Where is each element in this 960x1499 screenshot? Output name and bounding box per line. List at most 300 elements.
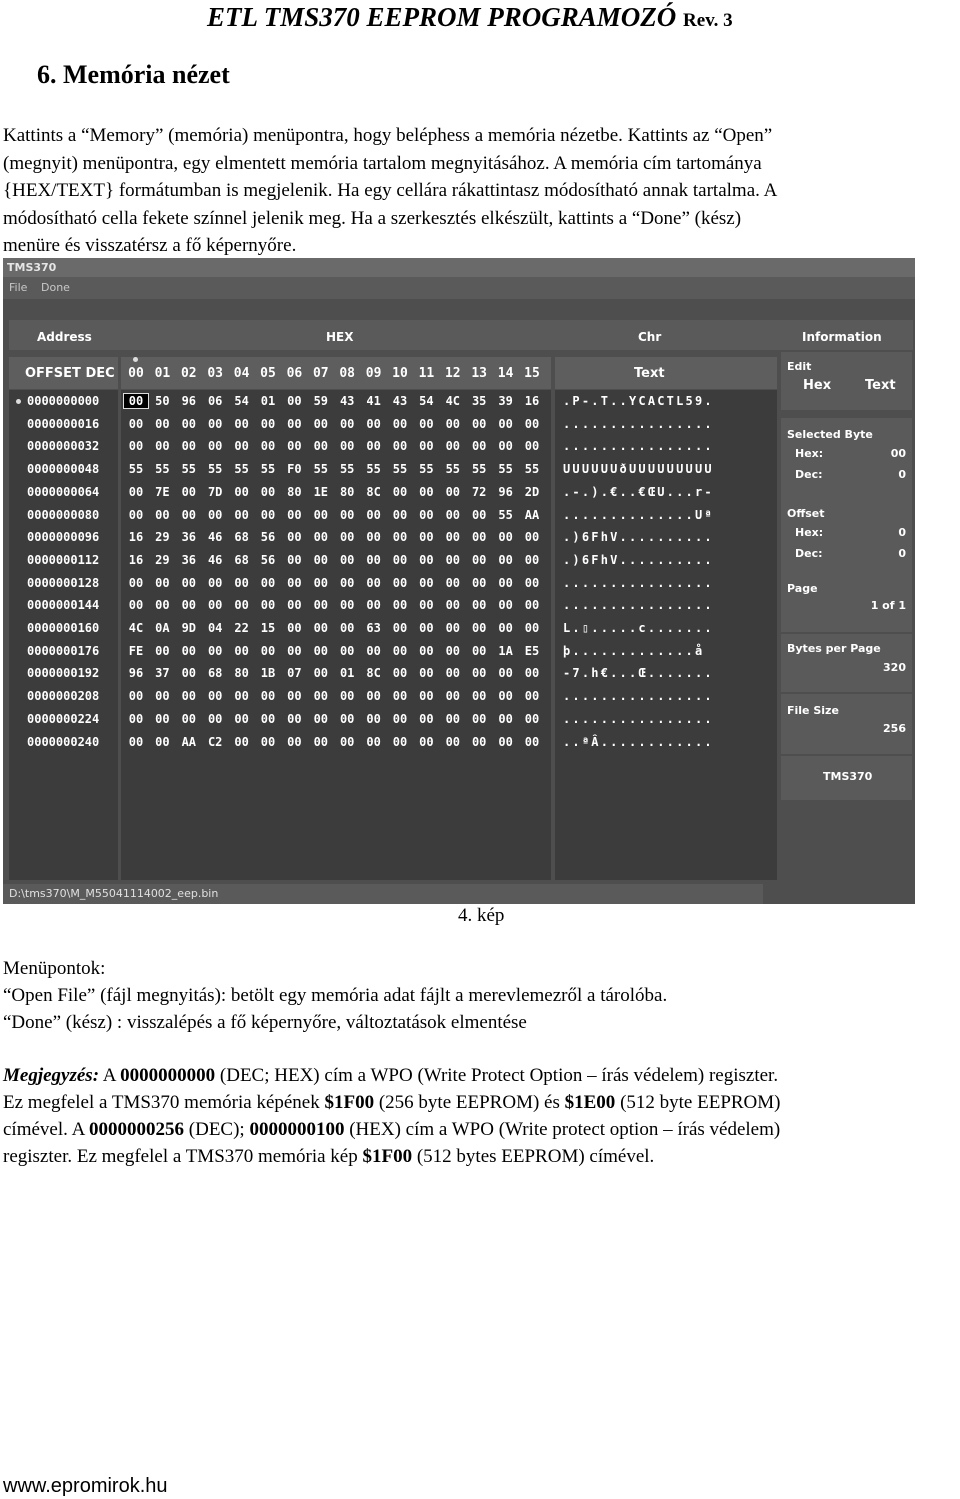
hex-cell[interactable]: 59	[313, 394, 329, 408]
hex-cell[interactable]: 55	[498, 507, 513, 522]
hex-cell[interactable]: 00	[234, 689, 249, 704]
hex-cell[interactable]: 00	[445, 575, 461, 590]
address-cell[interactable]: 0000000000	[27, 394, 100, 408]
hex-cell[interactable]: 2D	[524, 484, 540, 499]
hex-cell[interactable]: 00	[392, 530, 408, 545]
hex-cell[interactable]: 00	[419, 621, 434, 635]
hex-cell[interactable]: 00	[313, 621, 329, 635]
hex-cell[interactable]: 00	[207, 689, 223, 704]
hex-cell[interactable]: 00	[313, 416, 329, 431]
hex-cell[interactable]: 00	[207, 416, 223, 431]
hex-cell[interactable]: 55	[471, 462, 487, 477]
hex-cell[interactable]: 55	[155, 462, 170, 477]
hex-cell[interactable]: FE	[128, 643, 144, 658]
address-cell[interactable]: 0000000032	[27, 439, 100, 454]
hex-cell[interactable]: 1B	[260, 666, 276, 681]
hex-cell[interactable]: 00	[339, 711, 355, 726]
hex-column-index: 01	[154, 366, 171, 381]
hex-cell[interactable]: 56	[260, 552, 276, 567]
hex-cell[interactable]: 00	[445, 666, 461, 681]
hex-cell[interactable]: 00	[207, 711, 223, 726]
hex-cell[interactable]: 68	[207, 666, 223, 681]
hex-cell[interactable]: 35	[471, 394, 487, 408]
hex-cell[interactable]: 00	[366, 416, 381, 431]
hex-cell[interactable]: 68	[234, 530, 249, 545]
hex-cell[interactable]: 00	[339, 689, 355, 704]
hex-cell[interactable]: 96	[181, 394, 197, 408]
hex-cell[interactable]: 00	[392, 643, 408, 658]
hex-cell[interactable]: 00	[287, 689, 302, 704]
hex-cell[interactable]: 00	[524, 416, 540, 431]
hex-cell[interactable]: 00	[313, 552, 329, 567]
text-cell[interactable]: -7.h€...Œ.......	[563, 666, 714, 681]
hex-cell[interactable]: 00	[313, 711, 329, 726]
hex-cell[interactable]: 00	[471, 666, 487, 681]
hex-cell[interactable]: 00	[366, 689, 381, 704]
hex-cell[interactable]: 00	[498, 598, 513, 613]
hex-cell[interactable]: 00	[260, 507, 276, 522]
hex-cell[interactable]: 00	[155, 711, 170, 726]
hex-cell[interactable]: 46	[207, 552, 223, 567]
hex-cell[interactable]: 00	[260, 643, 276, 658]
hex-cell[interactable]: 00	[287, 552, 302, 567]
hex-cell[interactable]: 00	[366, 711, 381, 726]
hex-cell[interactable]: 00	[445, 598, 461, 613]
hex-column-index: 14	[497, 366, 514, 381]
hex-cell[interactable]: 00	[128, 484, 144, 499]
hex-cell[interactable]: 55	[207, 462, 223, 477]
address-cell[interactable]: 0000000048	[27, 462, 100, 477]
hex-cell[interactable]: 00	[339, 575, 355, 590]
hex-cell[interactable]: 96	[498, 484, 513, 499]
hex-cell[interactable]: 00	[181, 598, 197, 613]
hex-cell[interactable]: 00	[366, 507, 381, 522]
hex-cell[interactable]: 00	[287, 530, 302, 545]
hex-cell[interactable]: 00	[471, 598, 487, 613]
hex-cell[interactable]: 55	[366, 462, 381, 477]
address-cell[interactable]: 0000000128	[27, 575, 100, 590]
hex-cell[interactable]: F0	[287, 462, 302, 477]
hex-cell[interactable]: 00	[524, 439, 540, 454]
hex-cell[interactable]: 00	[260, 439, 276, 454]
hex-cell[interactable]: 00	[471, 734, 487, 749]
hex-cell[interactable]: 00	[339, 598, 355, 613]
hex-cell[interactable]: 00	[128, 689, 144, 704]
hex-cell[interactable]: 55	[234, 462, 249, 477]
hex-cell[interactable]: 00	[339, 643, 355, 658]
hex-cell[interactable]: 15	[260, 621, 276, 635]
hex-cell[interactable]: 00	[234, 484, 249, 499]
menu-item-open-file: “Open File” (fájl megnyitás): betölt egy memória adat fájlt a merevlemezről a tárolóba.	[3, 985, 668, 1006]
hex-cell[interactable]: 00	[287, 621, 302, 635]
text-header-bg	[555, 357, 777, 389]
hex-cell[interactable]: 68	[234, 552, 249, 567]
hex-cell[interactable]: 00	[392, 734, 408, 749]
hex-cell[interactable]: 00	[287, 734, 302, 749]
hex-cell[interactable]: 00	[234, 643, 249, 658]
hex-cell[interactable]: 00	[124, 394, 148, 408]
hex-cell[interactable]: 00	[181, 643, 197, 658]
hex-cell[interactable]: 00	[339, 439, 355, 454]
hex-cell[interactable]: 00	[313, 689, 329, 704]
edit-text-option[interactable]: Text	[865, 378, 896, 393]
hex-cell[interactable]: 00	[498, 666, 513, 681]
hex-cell[interactable]: 00	[234, 575, 249, 590]
hex-cell[interactable]: 00	[419, 552, 434, 567]
hex-cell[interactable]: 00	[155, 416, 170, 431]
text-cell[interactable]: ................	[563, 598, 714, 613]
hex-cell[interactable]: 00	[471, 621, 487, 635]
text-cell[interactable]: ................	[563, 711, 714, 726]
hex-cell[interactable]: 00	[207, 598, 223, 613]
address-cell[interactable]: 0000000112	[27, 552, 100, 567]
hex-cell[interactable]: 00	[498, 734, 513, 749]
hex-cell[interactable]: 00	[392, 552, 408, 567]
hex-cell[interactable]: 55	[524, 462, 540, 477]
selected-byte-panel	[781, 418, 912, 503]
hex-cell[interactable]: 00	[155, 734, 170, 749]
hex-cell[interactable]: 00	[260, 484, 276, 499]
text-cell[interactable]: þ.............å	[563, 643, 705, 658]
hex-cell[interactable]: 00	[419, 530, 434, 545]
hex-cell[interactable]: 00	[366, 530, 381, 545]
hex-cell[interactable]: 00	[498, 621, 513, 635]
hex-cell[interactable]: 00	[260, 416, 276, 431]
hex-cell[interactable]: 7E	[155, 484, 170, 499]
hex-cell[interactable]: 29	[155, 552, 170, 567]
hex-cell[interactable]: 8C	[366, 666, 381, 681]
hex-cell[interactable]: 00	[524, 734, 540, 749]
hex-cell[interactable]: 00	[445, 552, 461, 567]
hex-cell[interactable]: 00	[419, 643, 434, 658]
hex-cell[interactable]: 00	[471, 507, 487, 522]
hex-cell[interactable]: 50	[155, 394, 170, 408]
hex-cell[interactable]: 00	[524, 575, 540, 590]
hex-cell[interactable]: 39	[498, 394, 513, 408]
hex-cell[interactable]: 00	[445, 439, 461, 454]
hex-cell[interactable]: 00	[445, 689, 461, 704]
hex-cell[interactable]: 00	[128, 734, 144, 749]
hex-cell[interactable]: 00	[498, 689, 513, 704]
hex-cell[interactable]: 00	[392, 689, 408, 704]
hex-cell[interactable]: 00	[128, 439, 144, 454]
text-cell[interactable]: ..ªÂ............	[563, 734, 714, 749]
hex-cell[interactable]: 00	[181, 484, 197, 499]
menu-file[interactable]: File	[9, 281, 28, 294]
address-cell[interactable]: 0000000160	[27, 621, 100, 635]
hex-cell[interactable]: 00	[524, 552, 540, 567]
hex-cell[interactable]: AA	[181, 734, 197, 749]
column-indicator-icon	[133, 357, 138, 362]
text-cell[interactable]: .)6FhV..........	[563, 552, 714, 567]
hex-cell[interactable]: 00	[445, 416, 461, 431]
hex-cell[interactable]: 00	[234, 598, 249, 613]
hex-cell[interactable]: 55	[445, 462, 461, 477]
hex-cell[interactable]: 55	[339, 462, 355, 477]
hex-cell[interactable]: 00	[155, 598, 170, 613]
hex-cell[interactable]: 00	[339, 416, 355, 431]
address-cell[interactable]: 0000000064	[27, 484, 100, 499]
hex-cell[interactable]: 00	[445, 643, 461, 658]
hex-column-index: 03	[207, 366, 224, 381]
hex-cell[interactable]: 72	[471, 484, 487, 499]
hex-cell[interactable]: 00	[445, 711, 461, 726]
address-cell[interactable]: 0000000176	[27, 643, 100, 658]
hex-cell[interactable]: 43	[339, 394, 355, 408]
hex-cell[interactable]: 54	[234, 394, 249, 408]
hex-cell[interactable]: 00	[128, 598, 144, 613]
hex-cell[interactable]: 63	[366, 621, 381, 635]
hex-cell[interactable]: 00	[445, 530, 461, 545]
hex-cell[interactable]: 00	[339, 507, 355, 522]
hex-cell[interactable]: 00	[181, 689, 197, 704]
hex-cell[interactable]: 00	[313, 575, 329, 590]
hex-cell[interactable]: 55	[181, 462, 197, 477]
hex-cell[interactable]: 80	[339, 484, 355, 499]
hex-cell[interactable]: 00	[392, 484, 408, 499]
hex-cell[interactable]: 00	[287, 598, 302, 613]
hex-cell[interactable]: 00	[445, 621, 461, 635]
hex-cell[interactable]: 00	[207, 439, 223, 454]
hex-cell[interactable]: 36	[181, 530, 197, 545]
hex-cell[interactable]: 00	[339, 621, 355, 635]
hex-cell[interactable]: 00	[234, 711, 249, 726]
hex-cell[interactable]: 16	[524, 394, 540, 408]
hex-cell[interactable]: 00	[419, 734, 434, 749]
hex-cell[interactable]: 00	[524, 621, 540, 635]
hex-cell[interactable]: 00	[207, 575, 223, 590]
hex-cell[interactable]: 00	[419, 484, 434, 499]
hex-cell[interactable]: 00	[234, 439, 249, 454]
hex-cell[interactable]: 00	[392, 507, 408, 522]
hex-cell[interactable]: 00	[524, 598, 540, 613]
hex-cell[interactable]: 80	[234, 666, 249, 681]
hex-cell[interactable]: 00	[498, 530, 513, 545]
hex-cell[interactable]: 00	[471, 575, 487, 590]
hex-cell[interactable]: 00	[392, 711, 408, 726]
hex-cell[interactable]: 07	[287, 666, 302, 681]
text-cell[interactable]: L.▯.....c.......	[563, 621, 714, 635]
hex-cell[interactable]: 00	[207, 643, 223, 658]
hex-cell[interactable]: 00	[339, 552, 355, 567]
hex-cell[interactable]: 00	[524, 666, 540, 681]
hex-cell[interactable]: 06	[207, 394, 223, 408]
hex-cell[interactable]: 00	[471, 689, 487, 704]
hex-cell[interactable]: 00	[260, 575, 276, 590]
hex-cell[interactable]: 55	[313, 462, 329, 477]
hex-cell[interactable]: 29	[155, 530, 170, 545]
hex-cell[interactable]: 00	[128, 711, 144, 726]
address-cell[interactable]: 0000000224	[27, 711, 100, 726]
hex-cell[interactable]: 9D	[181, 621, 197, 635]
hex-cell[interactable]: 00	[445, 507, 461, 522]
address-cell[interactable]: 0000000096	[27, 530, 100, 545]
text-cell[interactable]: ................	[563, 416, 714, 431]
hex-cell[interactable]: 7D	[207, 484, 223, 499]
hex-cell[interactable]: 00	[339, 530, 355, 545]
address-cell[interactable]: 0000000192	[27, 666, 100, 681]
hex-cell[interactable]: 00	[287, 507, 302, 522]
hex-cell[interactable]: 00	[419, 439, 434, 454]
hex-cell[interactable]: 55	[260, 462, 276, 477]
hex-cell[interactable]: 55	[128, 462, 144, 477]
hex-cell[interactable]: 00	[366, 598, 381, 613]
hex-cell[interactable]: 55	[392, 462, 408, 477]
hex-cell[interactable]: 00	[366, 643, 381, 658]
hex-cell[interactable]: 00	[155, 643, 170, 658]
hex-cell[interactable]: 00	[419, 575, 434, 590]
hex-cell[interactable]: 4C	[445, 394, 461, 408]
hex-cell[interactable]: 55	[498, 462, 513, 477]
hex-cell[interactable]: 96	[128, 666, 144, 681]
hex-cell[interactable]: 00	[445, 734, 461, 749]
hex-cell[interactable]: 41	[366, 394, 381, 408]
hex-cell[interactable]: 00	[155, 507, 170, 522]
hex-cell[interactable]: 00	[287, 416, 302, 431]
address-cell[interactable]: 0000000016	[27, 416, 100, 431]
hex-cell[interactable]: 00	[313, 666, 329, 681]
hex-cell[interactable]: 4C	[128, 621, 144, 635]
hex-cell[interactable]: 00	[287, 643, 302, 658]
text-cell[interactable]: ................	[563, 689, 714, 704]
hex-cell[interactable]: 01	[260, 394, 276, 408]
hex-cell[interactable]: 37	[155, 666, 170, 681]
hex-cell[interactable]: 00	[128, 416, 144, 431]
hex-cell[interactable]: 00	[234, 734, 249, 749]
hex-cell[interactable]: 46	[207, 530, 223, 545]
hex-cell[interactable]: 00	[392, 666, 408, 681]
text-cell[interactable]: .)6FhV..........	[563, 530, 714, 545]
hex-cell[interactable]: 00	[392, 439, 408, 454]
hex-cell[interactable]: 00	[498, 575, 513, 590]
hex-cell[interactable]: 00	[419, 416, 434, 431]
hex-cell[interactable]: 00	[155, 689, 170, 704]
hex-cell[interactable]: 01	[339, 666, 355, 681]
hex-cell[interactable]: 00	[260, 689, 276, 704]
hex-cell[interactable]: 00	[155, 439, 170, 454]
hex-cell[interactable]: 00	[181, 575, 197, 590]
hex-cell[interactable]: 0A	[155, 621, 170, 635]
hex-cell[interactable]: 00	[313, 530, 329, 545]
hex-cell[interactable]: 00	[498, 439, 513, 454]
hex-cell[interactable]: 1E	[313, 484, 329, 499]
hex-cell[interactable]: 00	[498, 416, 513, 431]
hex-cell[interactable]: 00	[287, 711, 302, 726]
hex-cell[interactable]: 00	[287, 575, 302, 590]
address-cell[interactable]: 0000000144	[27, 598, 100, 613]
hex-cell[interactable]: 00	[471, 439, 487, 454]
hex-cell[interactable]: C2	[207, 734, 223, 749]
hex-cell[interactable]: 00	[498, 711, 513, 726]
hex-cell[interactable]: 1A	[498, 643, 513, 658]
hex-cell[interactable]: 00	[524, 530, 540, 545]
hex-cell[interactable]: AA	[524, 507, 540, 522]
hex-cell[interactable]: 00	[366, 552, 381, 567]
hex-cell[interactable]: 00	[260, 734, 276, 749]
hex-cell[interactable]: 00	[366, 734, 381, 749]
hex-cell[interactable]: 00	[181, 507, 197, 522]
hex-cell[interactable]: 54	[419, 394, 434, 408]
hex-cell[interactable]: 00	[392, 621, 408, 635]
hex-cell[interactable]: 04	[207, 621, 223, 635]
address-cell[interactable]: 0000000240	[27, 734, 100, 749]
hex-cell[interactable]: 00	[260, 711, 276, 726]
hex-cell[interactable]: 56	[260, 530, 276, 545]
hex-cell[interactable]: 00	[471, 530, 487, 545]
text-cell[interactable]: .-.).€..€ŒU...r-	[563, 484, 714, 499]
hex-cell[interactable]: 00	[524, 711, 540, 726]
hex-cell[interactable]: 00	[181, 416, 197, 431]
address-cell[interactable]: 0000000208	[27, 689, 100, 704]
text-cell[interactable]: UUUUUUðUUUUUUUUU	[563, 462, 714, 477]
hex-cell[interactable]: 00	[445, 484, 461, 499]
hex-cell[interactable]: 00	[366, 575, 381, 590]
hex-cell[interactable]: 00	[155, 575, 170, 590]
hex-cell[interactable]: 00	[419, 666, 434, 681]
text-cell[interactable]: .P-.T..YCACTL59.	[563, 394, 714, 408]
hex-cell[interactable]: 80	[287, 484, 302, 499]
hex-cell[interactable]: 00	[419, 507, 434, 522]
hex-cell[interactable]: E5	[524, 643, 540, 658]
edit-hex-option[interactable]: Hex	[803, 378, 832, 393]
hex-cell[interactable]: 00	[471, 711, 487, 726]
hex-cell[interactable]: 00	[234, 507, 249, 522]
hex-cell[interactable]: 8C	[366, 484, 381, 499]
hex-cell[interactable]: 55	[419, 462, 434, 477]
hex-cell[interactable]: 00	[260, 598, 276, 613]
address-cell[interactable]: 0000000080	[27, 507, 100, 522]
menu-done[interactable]: Done	[41, 281, 70, 294]
hex-cell[interactable]: 00	[471, 643, 487, 658]
hex-cell[interactable]: 00	[207, 507, 223, 522]
hex-cell[interactable]: 00	[128, 575, 144, 590]
footer-url[interactable]: www.epromirok.hu	[3, 1475, 168, 1497]
hex-cell[interactable]: 22	[234, 621, 249, 635]
hex-cell[interactable]: 00	[339, 734, 355, 749]
hex-cell[interactable]: 00	[181, 666, 197, 681]
hex-cell[interactable]: 00	[313, 598, 329, 613]
hex-cell[interactable]: 00	[366, 439, 381, 454]
hex-cell[interactable]: 00	[419, 711, 434, 726]
hex-cell[interactable]: 16	[128, 530, 144, 545]
hex-cell[interactable]: 00	[419, 689, 434, 704]
hex-cell[interactable]: 00	[128, 507, 144, 522]
hex-cell[interactable]: 00	[287, 394, 302, 408]
hex-cell[interactable]: 00	[392, 598, 408, 613]
hex-cell[interactable]: 00	[181, 711, 197, 726]
hex-cell[interactable]: 00	[471, 552, 487, 567]
hex-cell[interactable]: 00	[313, 734, 329, 749]
text-cell[interactable]: ................	[563, 575, 714, 590]
hex-cell[interactable]: 00	[287, 439, 302, 454]
hex-cell[interactable]: 00	[392, 575, 408, 590]
hex-cell[interactable]: 00	[313, 507, 329, 522]
hex-cell[interactable]: 16	[128, 552, 144, 567]
hex-cell[interactable]: 00	[392, 416, 408, 431]
text-cell[interactable]: ................	[563, 439, 714, 454]
hex-cell[interactable]: 00	[471, 416, 487, 431]
hex-cell[interactable]: 00	[234, 416, 249, 431]
hex-cell[interactable]: 43	[392, 394, 408, 408]
hex-cell[interactable]: 36	[181, 552, 197, 567]
hex-cell[interactable]: 00	[313, 643, 329, 658]
hex-cell[interactable]: 00	[524, 689, 540, 704]
hex-cell[interactable]: 00	[181, 439, 197, 454]
hex-cell[interactable]: 00	[313, 439, 329, 454]
text-cell[interactable]: ..............Uª	[563, 507, 714, 522]
hex-cell[interactable]: 00	[419, 598, 434, 613]
hex-cell[interactable]: 00	[498, 552, 513, 567]
